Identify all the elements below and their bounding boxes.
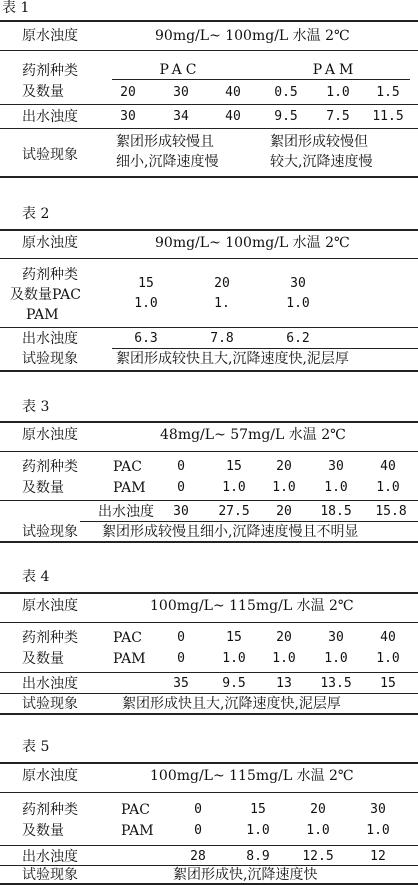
out-cell: 6.2 [286,331,310,346]
dose-cell: 30 [173,85,189,100]
out-cell: 11.5 [372,109,404,124]
row-label: 及数量 [22,651,64,667]
pam-dose: 0 [177,480,185,495]
pac-label: PAC [113,630,142,646]
table-title: 表 2 [22,206,50,222]
observation-text: 絮团形成较慢且 [116,134,214,150]
divider [0,792,418,793]
dose-cell: 40 [225,85,241,100]
pac-dose: 15 [250,802,266,817]
divider [0,327,418,328]
divider [0,713,418,715]
table-title: 表 3 [22,399,50,415]
dose-cell: 20 [120,85,136,100]
pam-label: PAM [113,651,146,667]
divider [112,79,410,80]
row-label: 出水浊度 [22,849,78,865]
divider [0,762,418,764]
out-cell: 13.5 [320,676,352,691]
divider [0,50,418,51]
row-label: 出水浊度 [22,109,78,125]
pac-header: PAC [159,62,201,78]
divider [0,451,418,452]
divider [0,592,418,594]
divider [0,693,418,694]
observation-text: 细小,沉降速度慢 [116,154,219,170]
pam-dose: 1.0 [222,651,246,666]
pac-dose: 40 [380,630,396,645]
observation-text: 絮团形成快,沉降速度快 [173,867,318,883]
out-cell: 40 [225,109,241,124]
out-cell: 12 [370,849,386,864]
pam-dose: 1.0 [366,823,390,838]
divider [112,348,418,349]
raw-turbidity-value: 90mg/L~ 100mg/L 水温 2℃ [155,28,350,44]
out-cell: 12.5 [302,849,334,864]
row-label: 出水浊度 [98,504,154,520]
row-label: 试验现象 [22,696,78,712]
out-cell: 7.8 [210,331,234,346]
out-cell: 13 [276,676,292,691]
out-cell: 8.9 [246,849,270,864]
out-cell: 9.5 [222,676,246,691]
observation-text: 絮团形成较慢但 [270,134,368,150]
row-label: 药剂种类 [22,630,78,646]
divider [0,20,418,22]
row-label: 原水浊度 [22,768,78,784]
pac-dose: 20 [276,630,292,645]
row-label: 原水浊度 [22,235,78,251]
pac-dose: 30 [370,802,386,817]
pam-dose: 1.0 [246,823,270,838]
row-label: 原水浊度 [22,28,78,44]
pac-label: PAC [121,802,150,818]
raw-turbidity-value: 48mg/L~ 57mg/L 水温 2℃ [160,427,346,443]
pam-dose: 1.0 [134,296,158,311]
pam-dose: 1.0 [286,296,310,311]
observation-text: 絮团形成较快且大,沉降速度快,泥层厚 [116,351,349,367]
pac-dose: 0 [177,459,185,474]
out-cell: 15.8 [375,504,407,519]
row-label: 原水浊度 [22,427,78,443]
out-cell: 15 [380,676,396,691]
pam-header: PAM [312,62,358,78]
row-label: 药剂种类 [22,802,78,818]
pam-label: PAM [121,823,154,839]
table-title: 表 5 [22,739,50,755]
pam-dose: 1. [214,296,230,311]
divider [0,370,418,372]
pac-dose: 0 [194,802,202,817]
row-label: 药剂种类 [22,63,78,79]
pam-dose: 1.0 [272,480,296,495]
row-label: 药剂种类 [22,267,78,283]
pac-dose: 30 [328,459,344,474]
pac-dose: 20 [310,802,326,817]
pam-dose: 1.0 [222,480,246,495]
row-label: 原水浊度 [22,598,78,614]
table-title: 表 4 [22,569,50,585]
pam-dose: 1.0 [306,823,330,838]
row-label: 及数量PAC [10,287,81,303]
pam-dose: 1.0 [324,651,348,666]
out-cell: 9.5 [274,109,298,124]
divider [0,258,418,259]
row-label: 出水浊度 [22,676,78,692]
out-cell: 28 [190,849,206,864]
pac-dose: 0 [177,630,185,645]
divider [0,104,418,105]
divider [0,176,418,178]
divider [0,229,418,231]
raw-turbidity-value: 100mg/L~ 115mg/L 水温 2℃ [150,598,354,614]
divider [0,421,418,423]
row-label: 试验现象 [22,351,78,367]
pam-dose: 1.0 [324,480,348,495]
pac-dose: 30 [328,630,344,645]
pam-label: PAM [113,480,146,496]
dose-cell: 1.5 [376,85,400,100]
divider [80,521,418,522]
table-title: 表 1 [2,0,30,16]
pac-dose: 15 [138,276,154,291]
divider [0,128,418,129]
pam-dose: 1.0 [272,651,296,666]
pac-dose: 40 [380,459,396,474]
observation-text: 絮团形成较慢且细小,沉降速度慢且不明显 [102,524,359,540]
pac-dose: 30 [290,276,306,291]
row-label: 及数量 [22,84,64,100]
pam-dose: 0 [194,823,202,838]
out-cell: 7.5 [326,109,350,124]
raw-turbidity-value: 100mg/L~ 115mg/L 水温 2℃ [150,768,354,784]
out-cell: 34 [173,109,189,124]
row-label: 出水浊度 [22,331,78,347]
row-label: 试验现象 [22,867,78,883]
row-label: 药剂种类 [22,459,78,475]
divider [0,865,418,866]
row-label: 试验现象 [22,524,78,540]
out-cell: 30 [173,504,189,519]
divider [0,541,418,543]
observation-text: 较大,沉降速度慢 [270,154,373,170]
out-cell: 18.5 [320,504,352,519]
pac-dose: 15 [226,630,242,645]
pam-dose: 1.0 [376,651,400,666]
out-cell: 20 [276,504,292,519]
pac-dose: 15 [226,459,242,474]
dose-cell: 1.0 [326,85,350,100]
pac-label: PAC [113,459,142,475]
row-label: 及数量 [22,480,64,496]
divider [0,622,418,623]
row-label: PAM [26,307,59,323]
row-label: 及数量 [22,823,64,839]
dose-cell: 0.5 [274,85,298,100]
observation-text: 絮团形成快且大,沉降速度快,泥层厚 [122,696,341,712]
divider [0,672,418,673]
divider [0,500,418,501]
out-cell: 27.5 [218,504,250,519]
divider [0,845,418,846]
raw-turbidity-value: 90mg/L~ 100mg/L 水温 2℃ [155,235,350,251]
row-label: 试验现象 [22,147,78,163]
out-cell: 30 [120,109,136,124]
pam-dose: 1.0 [376,480,400,495]
pam-dose: 0 [177,651,185,666]
pac-dose: 20 [276,459,292,474]
pac-dose: 20 [214,276,230,291]
out-cell: 35 [173,676,189,691]
out-cell: 6.3 [134,331,158,346]
